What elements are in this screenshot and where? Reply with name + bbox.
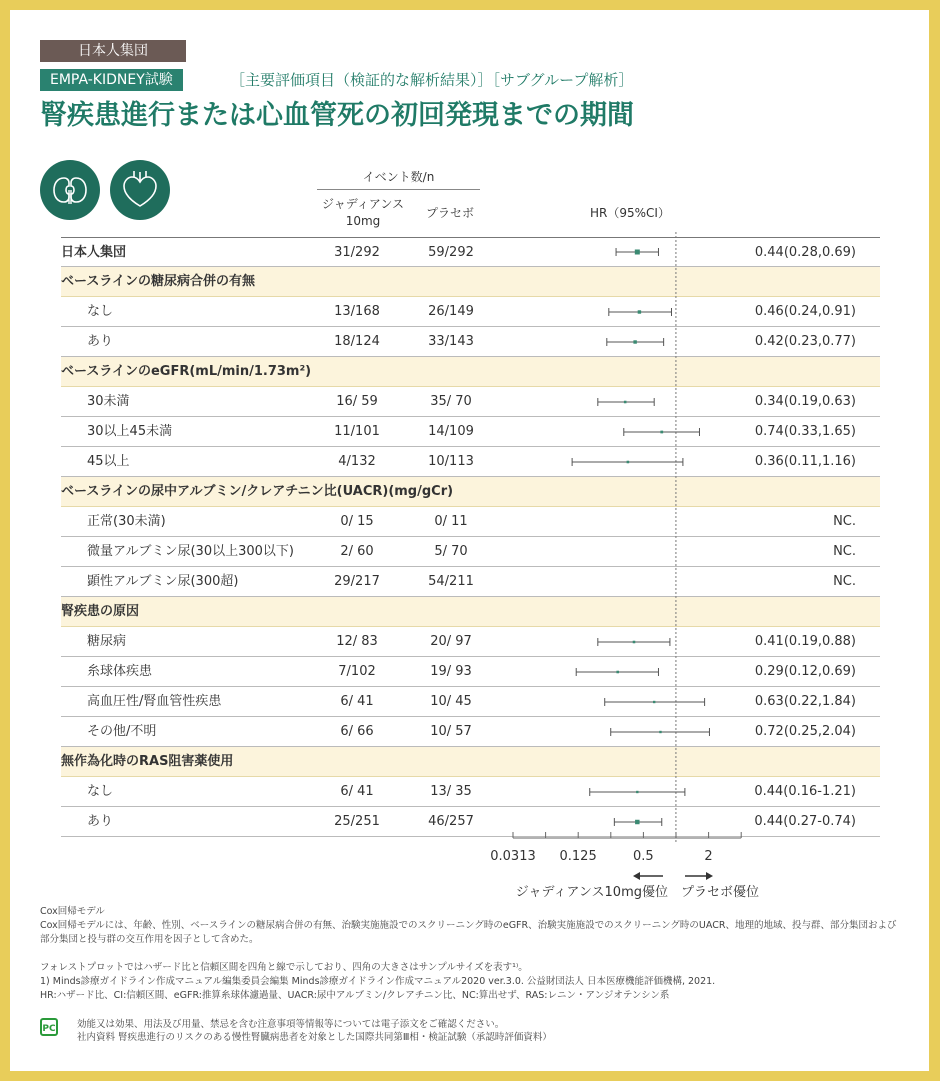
- jardiance-events: 0/ 15: [340, 514, 374, 529]
- note-line: Cox回帰モデル: [40, 906, 105, 917]
- table-row: [61, 297, 880, 327]
- subgroup-header-row: [61, 597, 880, 627]
- row-label: 顕性アルブミン尿(300超): [87, 574, 239, 589]
- footer-line: 効能又は効果、用法及び用量、禁忌を含む注意事項等情報等については電子添文をご確認ください。: [77, 1019, 505, 1030]
- jardiance-events: 7/102: [338, 664, 376, 679]
- placebo-events: 10/ 57: [430, 724, 472, 739]
- hr-value: NC.: [833, 574, 856, 589]
- population-tag: 日本人集団: [40, 40, 186, 62]
- note-line: フォレストプロットではハザード比と信頼区間を四角と線で示しており、四角の大きさはサンプルサイズを表す¹⁾。: [40, 962, 528, 973]
- favors-jardiance-label: ジャディアンス10mg優位: [515, 885, 668, 900]
- table-row: [61, 687, 880, 717]
- notes: [40, 905, 896, 1003]
- jardiance-events: 12/ 83: [336, 634, 378, 649]
- placebo-events: 5/ 70: [434, 544, 468, 559]
- placebo-events: 13/ 35: [430, 784, 472, 799]
- jardiance-header-line2: 10mg: [345, 214, 381, 228]
- table-row: [61, 447, 880, 477]
- jardiance-events: 6/ 41: [340, 694, 374, 709]
- row-label: 糸球体疾患: [87, 664, 153, 679]
- table-row: [61, 627, 880, 657]
- subgroup-header-row: [61, 747, 880, 777]
- table-row: [61, 237, 880, 267]
- jardiance-events: 4/132: [338, 454, 376, 469]
- hr-value: NC.: [833, 514, 856, 529]
- page-title: 腎疾患進行または心血管死の初回発現までの期間: [40, 100, 634, 131]
- hr-value: 0.41(0.19,0.88): [754, 634, 856, 649]
- hr-value: 0.44(0.28,0.69): [754, 245, 856, 260]
- placebo-events: 33/143: [428, 334, 474, 349]
- subgroup-header-row: [61, 267, 880, 297]
- hr-value: 0.42(0.23,0.77): [754, 334, 856, 349]
- placebo-header: プラセボ: [425, 206, 474, 220]
- subgroup-label: 無作為化時のRAS阻害薬使用: [61, 754, 234, 769]
- row-label: なし: [87, 784, 114, 799]
- favors-placebo-label: プラセボ優位: [681, 885, 760, 900]
- x-tick-label: 0.125: [559, 849, 597, 864]
- placebo-events: 0/ 11: [434, 514, 468, 529]
- jardiance-events: 6/ 66: [340, 724, 374, 739]
- jardiance-events: 25/251: [334, 814, 380, 829]
- placebo-events: 26/149: [428, 304, 474, 319]
- jardiance-events: 13/168: [334, 304, 380, 319]
- placebo-events: 14/109: [428, 424, 474, 439]
- table-row: [61, 777, 880, 807]
- kidney-icon: [40, 160, 100, 220]
- placebo-events: 19/ 93: [430, 664, 472, 679]
- hr-value: 0.44(0.16-1.21): [754, 784, 856, 799]
- row-label: なし: [87, 304, 114, 319]
- note-line: 部分集団と投与群の交互作用を因子として含めた。: [40, 934, 259, 945]
- note-line: [40, 947, 896, 961]
- note-line: HR:ハザード比、CI:信頼区間、eGFR:推算糸球体濾過量、UACR:尿中アルブミン/クレアチニン比、NC:算出せず、RAS:レニン・アンジオテンシン系: [40, 990, 670, 1001]
- trial-subtitle: ［主要評価項目（検証的な解析結果）］［サブグループ解析］: [230, 71, 634, 89]
- placebo-events: 10/113: [428, 454, 474, 469]
- x-tick-label: 0.5: [632, 849, 654, 864]
- jardiance-header: [318, 196, 408, 230]
- table-row: [61, 537, 880, 567]
- subgroup-label: ベースラインの糖尿病合併の有無: [61, 274, 255, 289]
- jardiance-events: 31/292: [334, 245, 380, 260]
- row-label: 微量アルブミン尿(30以上300以下): [87, 544, 294, 559]
- placebo-events: 35/ 70: [430, 394, 472, 409]
- subgroup-header-row: [61, 477, 880, 507]
- hr-value: NC.: [833, 544, 856, 559]
- table-row: [61, 807, 880, 837]
- subgroup-label: ベースラインのeGFR(mL/min/1.73m²): [61, 364, 312, 379]
- placebo-events: 54/211: [428, 574, 474, 589]
- jardiance-header-line1: ジャディアンス: [322, 197, 404, 211]
- hr-value: 0.36(0.11,1.16): [754, 454, 856, 469]
- x-tick-label: 0.0313: [490, 849, 536, 864]
- hr-value: 0.46(0.24,0.91): [754, 304, 856, 319]
- jardiance-events: 2/ 60: [340, 544, 374, 559]
- row-label: 30以上45未満: [87, 424, 173, 439]
- jardiance-events: 11/101: [334, 424, 380, 439]
- placebo-events: 46/257: [428, 814, 474, 829]
- table-row: [61, 717, 880, 747]
- events-header: イベント数/n: [362, 170, 435, 184]
- jardiance-events: 29/217: [334, 574, 380, 589]
- note-line: 1) Minds診療ガイドライン作成マニュアル編集委員会編集 Minds診療ガイドライン作成マニュアル2020 ver.3.0. 公益財団法人 日本医療機能評価機構, 2021.: [40, 976, 716, 987]
- row-label: その他/不明: [87, 724, 157, 739]
- row-label: 正常(30未満): [87, 514, 166, 529]
- hr-value: 0.34(0.19,0.63): [754, 394, 856, 409]
- table-row: [61, 507, 880, 537]
- row-label: あり: [87, 814, 114, 829]
- header-divider: [317, 189, 480, 190]
- hr-value: 0.74(0.33,1.65): [754, 424, 856, 439]
- table-row: [61, 327, 880, 357]
- subgroup-label: ベースラインの尿中アルブミン/クレアチニン比(UACR)(mg/gCr): [61, 484, 454, 499]
- subgroup-header-row: [61, 357, 880, 387]
- hr-value: 0.44(0.27-0.74): [754, 814, 856, 829]
- row-label: 糖尿病: [87, 634, 127, 649]
- subgroup-label: 腎疾患の原因: [61, 604, 140, 619]
- row-label: 高血圧性/腎血管性疾患: [87, 694, 222, 709]
- note-line: Cox回帰モデルには、年齢、性別、ベースラインの糖尿病合併の有無、治験実施施設でのスクリーニング時のeGFR、治験実施施設でのスクリーニング時のUACR、地理的地域、投与群、部分集団および: [40, 920, 897, 931]
- x-tick-label: 2: [704, 849, 713, 864]
- hr-value: 0.72(0.25,2.04): [754, 724, 856, 739]
- footer: [77, 1018, 552, 1044]
- table-row: [61, 567, 880, 597]
- placebo-events: 20/ 97: [430, 634, 472, 649]
- placebo-events: 59/292: [428, 245, 474, 260]
- heart-icon: [110, 160, 170, 220]
- pc-logo-icon: PC: [40, 1018, 58, 1036]
- jardiance-events: 16/ 59: [336, 394, 378, 409]
- table-row: [61, 387, 880, 417]
- hr-header: HR（95%CI）: [590, 206, 670, 220]
- row-label: 45以上: [87, 454, 130, 469]
- row-label: 日本人集団: [61, 245, 127, 260]
- placebo-events: 10/ 45: [430, 694, 472, 709]
- hr-value: 0.29(0.12,0.69): [754, 664, 856, 679]
- jardiance-events: 6/ 41: [340, 784, 374, 799]
- table-row: [61, 657, 880, 687]
- table-row: [61, 417, 880, 447]
- trial-badge: EMPA-KIDNEY試験: [40, 69, 183, 91]
- row-label: 30未満: [87, 394, 130, 409]
- row-label: あり: [87, 334, 114, 349]
- hr-value: 0.63(0.22,1.84): [754, 694, 856, 709]
- footer-line: 社内資料 腎疾患進行のリスクのある慢性腎臓病患者を対象とした国際共同第Ⅲ相・検証試験（承認時評価資料）: [77, 1032, 552, 1043]
- jardiance-events: 18/124: [334, 334, 380, 349]
